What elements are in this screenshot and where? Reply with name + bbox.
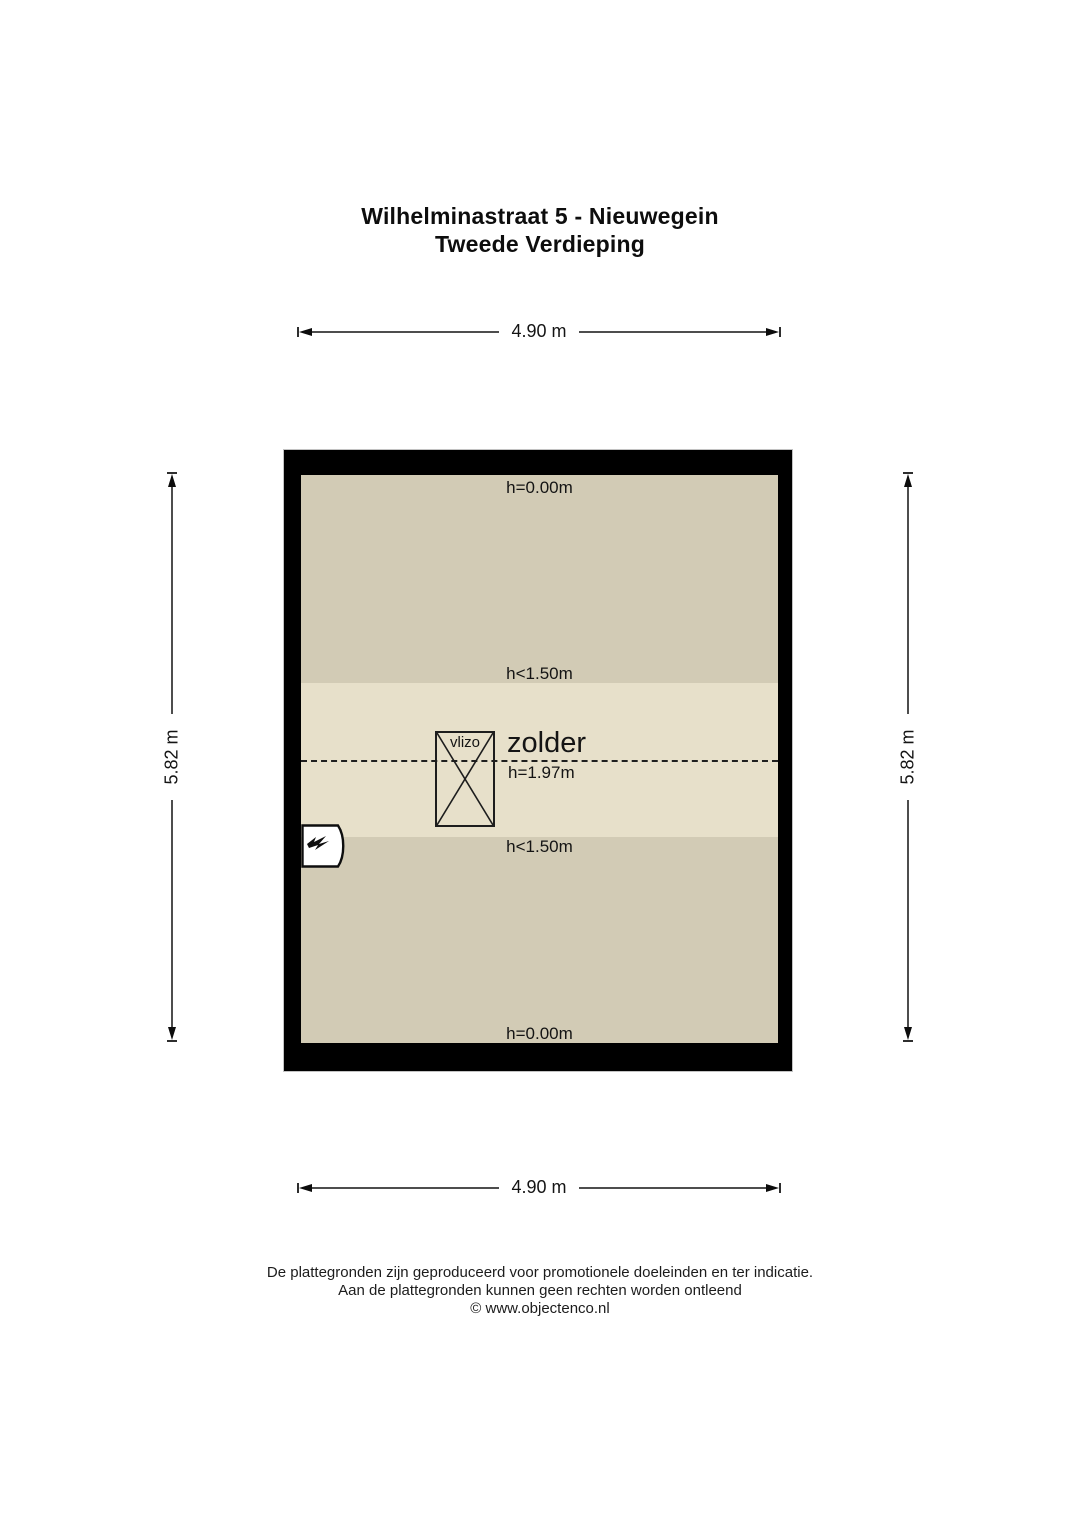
vlizotrap-label: vlizo — [449, 734, 480, 751]
dimension-end-tick — [903, 1040, 913, 1042]
dimension-line — [171, 800, 173, 1027]
vlizotrap-hatch — [435, 731, 495, 827]
disclaimer-line-2: Aan de plattegronden kunnen geen rechten worden ontleend — [338, 1282, 742, 1299]
disclaimer — [0, 1264, 1080, 1318]
disclaimer-line-1: De plattegronden zijn geproduceerd voor promotionele doeleinden en ter indicatie. — [266, 1264, 814, 1281]
arrow-up-icon — [168, 474, 176, 487]
arrow-up-icon — [904, 474, 912, 487]
dimension-line — [579, 1187, 766, 1189]
dimension-top — [297, 322, 781, 342]
height-label-bottom: h=0.00m — [506, 1024, 573, 1043]
dimension-line — [312, 1187, 499, 1189]
arrow-down-icon — [904, 1027, 912, 1040]
zone-low-ceiling-top — [301, 475, 778, 683]
dimension-right — [897, 472, 919, 1042]
dimension-end-tick — [779, 1183, 781, 1193]
dimension-bottom — [297, 1178, 781, 1198]
ventilation-unit — [301, 824, 348, 868]
title-address: Wilhelminastraat 5 - Nieuwegein — [361, 203, 719, 229]
room-name-label: zolder — [507, 727, 586, 759]
dimension-end-tick — [779, 327, 781, 337]
dimension-left — [161, 472, 183, 1042]
dimension-right-label: 5.82 m — [897, 729, 918, 785]
height-label-upper-slope: h<1.50m — [506, 664, 573, 683]
dimension-end-tick — [167, 1040, 177, 1042]
dimension-left-label: 5.82 m — [161, 729, 182, 785]
ridge-dashed-line — [301, 760, 778, 762]
fan-icon — [301, 824, 348, 868]
arrow-left-icon — [299, 328, 312, 336]
copyright-line: © www.objectenco.nl — [470, 1300, 610, 1317]
arrow-down-icon — [168, 1027, 176, 1040]
dimension-left-label-box — [161, 714, 183, 800]
page-title — [0, 202, 1080, 258]
height-label-top: h=0.00m — [506, 478, 573, 497]
dimension-bottom-label: 4.90 m — [511, 1176, 567, 1197]
arrow-left-icon — [299, 1184, 312, 1192]
dimension-line — [907, 800, 909, 1027]
dimension-right-label-box — [897, 714, 919, 800]
floorplan — [284, 450, 792, 1071]
dimension-line — [907, 487, 909, 714]
arrow-right-icon — [766, 1184, 779, 1192]
arrow-right-icon — [766, 328, 779, 336]
room-zolder — [301, 475, 778, 1043]
height-label-lower-slope: h<1.50m — [506, 837, 573, 856]
dimension-line — [312, 331, 499, 333]
height-label-ridge: h=1.97m — [508, 763, 575, 782]
title-floor: Tweede Verdieping — [434, 231, 646, 257]
zone-low-ceiling-bottom — [301, 837, 778, 1043]
dimension-top-label: 4.90 m — [511, 320, 567, 341]
dimension-line — [171, 487, 173, 714]
dimension-line — [579, 331, 766, 333]
